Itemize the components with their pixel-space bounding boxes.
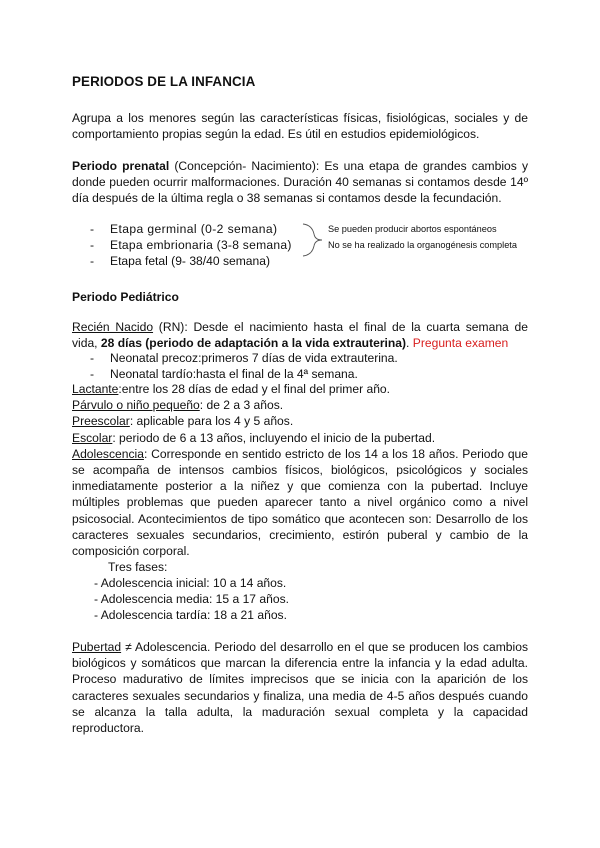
list-item: - Etapa fetal (9- 38/40 semana) [90,254,271,268]
newborn-paragraph [72,319,528,351]
stage-note: No se ha realizado la organogénesis completa [328,240,517,250]
preschool-text: : aplicable para los 4 y 5 años. [129,414,294,429]
neonatal-item: Neonatal precoz:primeros 7 días de vida extrauterina. [110,351,398,365]
prenatal-text: (Concepción- Nacimiento): Es una etapa de grandes cambios y [169,159,528,173]
term-toddler: Párvulo o niño pequeño [72,398,200,413]
term-adolescence: Adolescencia [72,446,144,461]
prenatal-paragraph [72,158,528,207]
puberty-line [72,639,528,655]
school-line [72,430,528,446]
toddler-line [72,397,528,413]
page-title: PERIODOS DE LA INFANCIA [72,74,256,89]
infant-line [72,381,528,397]
list-item: - Neonatal precoz:primeros 7 días de vida extrauterina. [90,351,398,365]
newborn-text: (RN): Desde el nacimiento hasta el final de la cuarta semana de [153,320,528,334]
adolescence-line: inmediatamente posterior a la niñez y que comienza con la pubertad. Incluye [72,479,528,494]
term-newborn: Recién Nacido [72,320,154,334]
neonatal-item: Neonatal tardío:hasta el final de la 4ª semana. [110,367,358,381]
adolescence-line: caracteres sexuales secundarios, crecimiento, estirón puberal y cambio de la [72,527,528,542]
intro-line: comportamiento propias según la edad. Es útil en estudios epidemiológicos. [72,127,480,142]
section-heading: Periodo Pediátrico [72,290,179,304]
phase-item: - Adolescencia inicial: 10 a 14 años. [94,576,287,590]
phases-label: Tres fases: [108,560,168,574]
newborn-line [72,335,528,351]
adolescence-line: múltiples problemas que pueden aparecer tanto a nivel orgánico como a nivel [72,495,528,510]
adolescence-line [72,446,528,462]
list-item: - Etapa germinal (0-2 semana) [90,222,278,236]
puberty-line: Proceso madurativo de límites imprecisos que se inicia con la aparición de los [72,672,528,687]
newborn-text: vida, [72,336,101,351]
puberty-paragraph [72,639,528,736]
adolescence-line: composición corporal. [72,544,190,559]
puberty-line: biológicos y somáticos que marcan la diferencia entre la infancia y la edad adulta. [72,656,528,671]
term-puberty: Pubertad [72,640,122,654]
phase-item: - Adolescencia tardía: 18 a 21 años. [94,608,287,622]
list-item: - Neonatal tardío:hasta el final de la 4ª semana. [90,367,358,381]
prenatal-heading: Periodo prenatal [72,159,170,173]
list-item: - Etapa embrionaria (3-8 semana) [90,238,292,252]
intro-paragraph [72,110,528,142]
exam-tag: Pregunta examen [412,336,509,351]
prenatal-line: día después de la última regla o 38 semanas si contamos desde la fecundación. [72,191,502,206]
phase-item: - Adolescencia media: 15 a 17 años. [94,592,289,606]
puberty-line: reproductora. [72,721,144,736]
intro-line: Agrupa a los menores según las características físicas, fisiológicas, sociales y de [72,111,528,125]
toddler-text: : de 2 a 3 años. [199,398,284,413]
term-infant: Lactante [72,382,119,396]
newborn-line [72,319,528,335]
puberty-line: caracteres sexuales secundarios y finaliza, una media de 4-5 años después cuando [72,688,528,703]
stage-embryonic: Etapa embrionaria (3-8 semana) [110,238,292,252]
puberty-line: se alcanza la talla adulta, la maduración sexual completa y la capacidad [72,704,528,719]
infant-text: :entre los 28 días de edad y el final del primer año. [118,382,391,396]
term-preschool: Preescolar [72,414,130,429]
adolescence-line: se acompaña de intensos cambios físicos, biológicos, psicológicos y sociales [72,463,528,478]
stage-germinal: Etapa germinal (0-2 semana) [110,222,278,236]
newborn-bold: 28 días (periodo de adaptación a la vida extrauterina) [100,336,407,351]
stage-note: Se pueden producir abortos espontáneos [328,224,497,234]
bracket-icon [300,222,326,258]
age-groups [72,381,528,559]
preschool-line [72,413,528,429]
adolescence-line: psicosocial. Acontecimientos de tipo somático que acontecen son: Desarrollo de los [72,511,528,526]
newborn-text: . [406,336,413,351]
term-school: Escolar [72,430,113,445]
prenatal-line: donde pueden ocurrir malformaciones. Duración 40 semanas si contamos desde 14º [72,175,528,190]
school-text: : periodo de 6 a 13 años, incluyendo el inicio de la pubertad. [112,430,436,445]
prenatal-line [72,158,528,174]
adolescence-text: : Corresponde en sentido estricto de los 14 a los 18 años. Periodo que [143,446,528,461]
stage-fetal: Etapa fetal (9- 38/40 semana) [110,254,271,268]
puberty-text: ≠ Adolescencia. Periodo del desarrollo en el que se producen los cambios [121,640,528,654]
